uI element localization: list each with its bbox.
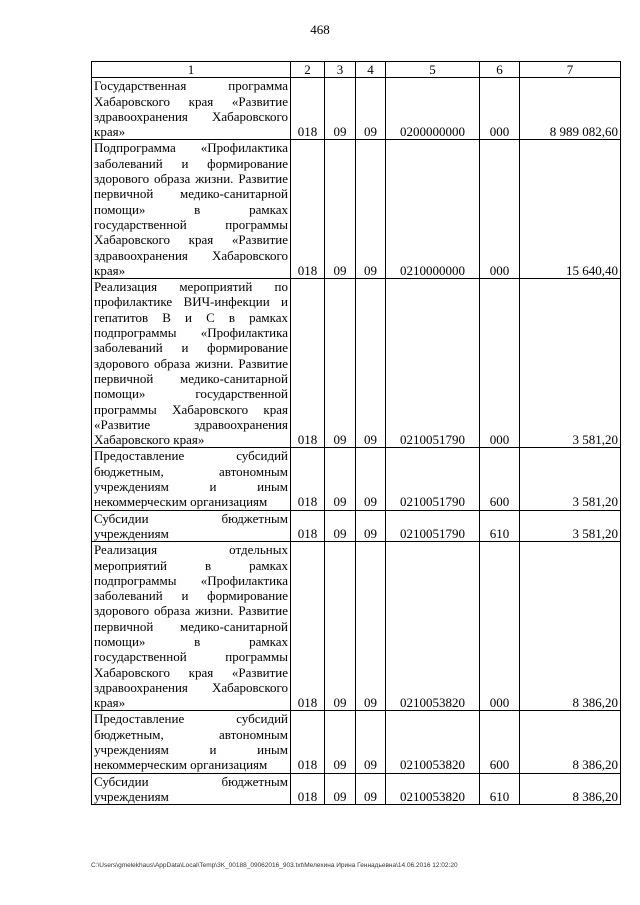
target-article-code: 0200000000 (386, 78, 480, 140)
subsection-code: 09 (356, 78, 386, 140)
expense-type-code: 000 (480, 279, 520, 448)
table-row (92, 773, 621, 805)
column-header: 3 (325, 62, 356, 78)
amount: 8 386,20 (520, 711, 621, 773)
table-row (92, 711, 621, 773)
amount: 15 640,40 (520, 140, 621, 279)
subsection-code: 09 (356, 542, 386, 711)
row-description: Предоставление субсидий бюджетным, автономным учреждениям и иным некоммерческим организациям (92, 448, 291, 510)
column-header: 5 (386, 62, 480, 78)
table-header-row (92, 62, 621, 78)
target-article-code: 0210051790 (386, 448, 480, 510)
amount: 3 581,20 (520, 279, 621, 448)
ministry-code: 018 (291, 448, 325, 510)
column-header: 6 (480, 62, 520, 78)
ministry-code: 018 (291, 773, 325, 805)
column-header: 2 (291, 62, 325, 78)
page-number: 468 (310, 22, 330, 37)
amount: 3 581,20 (520, 510, 621, 542)
table-row (92, 140, 621, 279)
row-description: Субсидии бюджетным учреждениям (92, 510, 291, 542)
table-row (92, 448, 621, 510)
section-code: 09 (325, 279, 356, 448)
amount: 8 386,20 (520, 542, 621, 711)
row-description: Субсидии бюджетным учреждениям (92, 773, 291, 805)
subsection-code: 09 (356, 140, 386, 279)
row-description: Государственная программа Хабаровского края «Развитие здравоохранения Хабаровского края» (92, 78, 291, 140)
subsection-code: 09 (356, 279, 386, 448)
column-header: 1 (92, 62, 291, 78)
expense-type-code: 000 (480, 542, 520, 711)
target-article-code: 0210053820 (386, 773, 480, 805)
column-header: 4 (356, 62, 386, 78)
ministry-code: 018 (291, 279, 325, 448)
row-description: Подпрограмма «Профилактика заболеваний и формирование здорового образа жизни. Развитие первичной медико-санитарной помощи» в рамках государственной программы Хабаровского края «Развитие здравоохранения Хабаровского края» (92, 140, 291, 279)
amount: 3 581,20 (520, 448, 621, 510)
expense-type-code: 610 (480, 773, 520, 805)
row-description: Реализация отдельных мероприятий в рамках подпрограммы «Профилактика заболеваний и формирование здорового образа жизни. Развитие первичной медико-санитарной помощи» в рамках государственной программы Хабаровского края «Развитие здравоохранения Хабаровского края» (92, 542, 291, 711)
target-article-code: 0210053820 (386, 711, 480, 773)
table-row (92, 78, 621, 140)
target-article-code: 0210051790 (386, 510, 480, 542)
expense-type-code: 600 (480, 711, 520, 773)
ministry-code: 018 (291, 78, 325, 140)
section-code: 09 (325, 510, 356, 542)
row-description: Реализация мероприятий по профилактике ВИЧ-инфекции и гепатитов B и C в рамках подпрограммы «Профилактика заболеваний и формирование здорового образа жизни. Развитие первичной медико-санитарной помощи» государственной программы Хабаровского края «Развитие здравоохранения Хабаровского края» (92, 279, 291, 448)
column-header: 7 (520, 62, 621, 78)
row-description: Предоставление субсидий бюджетным, автономным учреждениям и иным некоммерческим организациям (92, 711, 291, 773)
target-article-code: 0210000000 (386, 140, 480, 279)
subsection-code: 09 (356, 510, 386, 542)
expense-type-code: 610 (480, 510, 520, 542)
expense-type-code: 000 (480, 140, 520, 279)
budget-table (91, 61, 621, 805)
target-article-code: 0210053820 (386, 542, 480, 711)
table-row (92, 542, 621, 711)
ministry-code: 018 (291, 140, 325, 279)
section-code: 09 (325, 542, 356, 711)
footer-file-path: C:\Users\gmelekhaus\AppData\Local\Temp\3K_00188_09062016_903.txt\Мелехина Ирина Геннадьевна\14.06.2016 12:02:20 (91, 862, 458, 869)
section-code: 09 (325, 448, 356, 510)
table-row (92, 510, 621, 542)
section-code: 09 (325, 78, 356, 140)
table-row (92, 279, 621, 448)
ministry-code: 018 (291, 542, 325, 711)
expense-type-code: 000 (480, 78, 520, 140)
ministry-code: 018 (291, 711, 325, 773)
section-code: 09 (325, 773, 356, 805)
ministry-code: 018 (291, 510, 325, 542)
subsection-code: 09 (356, 773, 386, 805)
target-article-code: 0210051790 (386, 279, 480, 448)
section-code: 09 (325, 140, 356, 279)
subsection-code: 09 (356, 448, 386, 510)
amount: 8 989 082,60 (520, 78, 621, 140)
expense-type-code: 600 (480, 448, 520, 510)
subsection-code: 09 (356, 711, 386, 773)
section-code: 09 (325, 711, 356, 773)
amount: 8 386,20 (520, 773, 621, 805)
